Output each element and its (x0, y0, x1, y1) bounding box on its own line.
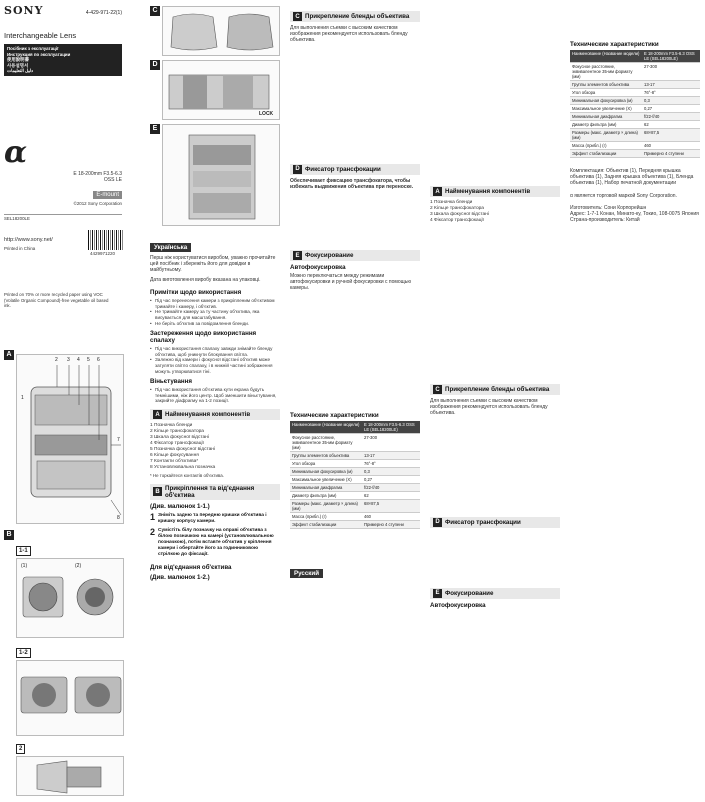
barcode-number: 4429971220 (90, 251, 116, 256)
table-cell: Масса (прибл.) (г) (290, 512, 362, 520)
part-callout-2: 2 (55, 357, 58, 363)
figure-label-a: A (4, 350, 14, 360)
table-row (570, 150, 700, 158)
step-callout-2: (2) (75, 563, 82, 569)
table-row (290, 421, 420, 434)
ru-zoomlock-heading-2: Фиксатор трансфокации (445, 518, 521, 526)
copyright: ©2012 Sony Corporation (73, 201, 122, 207)
table-cell: 460 (642, 142, 700, 150)
ua-vignetting-list (150, 387, 280, 404)
list-item: • Не тримайте камеру за ту частину об'єктива, яка висувається для масштабування. (150, 309, 280, 321)
model-code: SEL18200LE (4, 216, 30, 221)
ru-zoomlock-bar-2 (430, 517, 560, 528)
table-cell: Максимальное увеличение (X) (290, 475, 362, 483)
ru-trademark: α является торговой маркой Sony Corporation. (570, 192, 677, 199)
list-item: 3 Шкала фокусної відстані (150, 435, 209, 441)
ru-hood-text: Для выполнения съемки с высоким качеством изображения рекомендуется использовать бленду объектива. (290, 25, 408, 44)
cover-column (4, 0, 122, 752)
ua-vignetting-heading: Віньєтування (150, 377, 193, 385)
ua-parts-heading: Найменування компонентів (165, 411, 251, 419)
focus-diagram (162, 124, 280, 226)
table-row (570, 105, 700, 113)
table-cell: Фокусное расстояние, эквивалентное 35-мм формату (мм) (290, 433, 362, 451)
table-cell: Размеры (макс. диаметр × длина) (мм) (290, 499, 362, 512)
table-row (570, 142, 700, 150)
ua-attach-sub: (Див. малюнок 1-1.) (150, 502, 210, 510)
ru-focus-bar (290, 250, 420, 261)
detach-diagram (16, 660, 124, 736)
table-row (570, 97, 700, 105)
figure-label-d: D (150, 60, 160, 70)
attach-diagram (16, 558, 124, 638)
table-row (290, 512, 420, 520)
table-cell: Размеры (макс. диаметр × длина) (мм) (570, 129, 642, 142)
hood-attach-diagram (162, 6, 280, 56)
table-row (570, 89, 700, 97)
table-cell: Масса (прибл.) (г) (570, 142, 642, 150)
ru-focus-sub: Автофокусировка (290, 264, 346, 272)
ru-specs-heading-2: Технические характеристики (570, 41, 659, 48)
table-cell: 0,3 (362, 467, 420, 475)
list-item: • Під час використання об'єктива кути екрана будуть темнішими, ніж його центр. Щоб зменшити віньєтування, закрийте діафрагму на 1-2 позиції. (150, 387, 280, 404)
table-row (290, 491, 420, 499)
table-cell: Угол обзора (290, 459, 362, 467)
section-box: E (293, 251, 302, 260)
ru-zoomlock-bar (290, 164, 420, 175)
ru-parts-bar (430, 186, 560, 197)
emount-badge: E-mount (93, 191, 122, 199)
table-cell: 460 (362, 512, 420, 520)
lang-title: 使用說明書 (7, 57, 29, 63)
list-item: 6 Кільце фокусування (150, 453, 199, 459)
table-row (290, 459, 420, 467)
part-callout-3: 3 (67, 357, 70, 363)
table-row (290, 483, 420, 491)
table-cell: f/22-f/40 (642, 113, 700, 121)
table-cell: Наименование (Название модели) (570, 50, 642, 63)
part-number: 4-429-971-22(1) (85, 10, 122, 16)
table-cell: 0,3 (642, 97, 700, 105)
ru-specs-heading: Технические характеристики (290, 411, 379, 419)
language-heading-ua: Українська (150, 243, 191, 252)
ru-address: Адрес: 1-7-1 Конан, Минато-ку, Токио, 108-0075 Япония (570, 211, 699, 218)
step-callout-1: (1) (21, 563, 28, 569)
ua-parts-note: * Не торкайтеся контактів об'єктива. (150, 473, 224, 479)
list-item: • Під час використання спалаху завжди знімайте бленду об'єктива, щоб уникнути блокування світла. (150, 346, 280, 358)
table-cell: Наименование (Название модели) (290, 421, 362, 434)
table-cell: 62 (362, 491, 420, 499)
ua-step-1: 1 Зніміть задню та передню кришки об'єктива і кришку корпусу камери. (150, 513, 280, 525)
table-cell: 68×87,5 (642, 129, 700, 142)
ua-intro-2: Дата виготовлення виробу вказана на упаковці. (150, 276, 261, 283)
table-row (290, 467, 420, 475)
table-row (290, 499, 420, 512)
subfigure-2: 2 (16, 744, 25, 754)
figure-label-c: C (150, 6, 160, 16)
printed-in: Printed in China (4, 246, 36, 251)
table-cell: Минимальная диафрагма (290, 483, 362, 491)
part-callout-1: 1 (21, 395, 24, 401)
section-box: C (433, 385, 442, 394)
table-cell: Минимальная фокусировка (м) (290, 467, 362, 475)
subfigure-1-1: 1-1 (16, 546, 31, 556)
table-cell: Группы элементов объектива (290, 451, 362, 459)
figure-label-b: B (4, 530, 14, 540)
ua-notes-heading: Примітки щодо використання (150, 288, 242, 296)
table-row (290, 433, 420, 451)
ru-focus-heading: Фокусирование (305, 252, 354, 260)
ru-focus-text: Можно переключаться между режимами автофокусировки и ручной фокусировки с помощью камеры. (290, 273, 412, 292)
part-callout-8: 8 (117, 515, 120, 521)
step-text: Зніміть задню та передню кришки об'єктива і кришку корпусу камери. (158, 512, 267, 524)
table-row (570, 121, 700, 129)
table-cell: 27-300 (642, 63, 700, 81)
table-cell: 27-300 (362, 433, 420, 451)
section-box: D (293, 165, 302, 174)
list-item: 7 Контакти об'єктива* (150, 459, 199, 465)
table-row (290, 451, 420, 459)
part-callout-4: 4 (77, 357, 80, 363)
section-box: C (293, 12, 302, 21)
lang-title: 사용설명서 (7, 62, 29, 68)
ua-parts-list (150, 423, 280, 471)
ua-notes-list (150, 298, 280, 327)
list-item: 3 Шкала фокусної відстані (430, 212, 489, 217)
table-cell: f/22-f/40 (362, 483, 420, 491)
table-row (570, 63, 700, 81)
list-item: • Залежно від камери і фокусної відстані об'єктив може затуляти світло спалаху, і в нижній частині зображення можуть утворюватися тіні. (150, 357, 280, 374)
table-cell: Примерно 4 ступени (362, 520, 420, 528)
section-box: E (433, 589, 442, 598)
ru-maker: Изготовитель: Сони Корпорейшн (570, 204, 647, 211)
ru-hood-bar-2 (430, 384, 560, 395)
table-cell: Эффект стабилизации (290, 520, 362, 528)
table-cell: 62 (642, 121, 700, 129)
lens-side-view-illustration (17, 355, 125, 525)
list-item: • Не беріть об'єктив за повідомлення бленди. (150, 321, 280, 327)
product-line: Interchangeable Lens (4, 31, 77, 40)
figure-label-e: E (150, 124, 160, 134)
hood-diagram (16, 756, 124, 796)
part-callout-7: 7 (117, 437, 120, 443)
table-cell: Минимальная фокусировка (м) (570, 97, 642, 105)
table-cell: Минимальная диафрагма (570, 113, 642, 121)
ru-focus-heading-2: Фокусирование (445, 589, 494, 597)
subfigure-1-2: 1-2 (16, 648, 31, 658)
section-box: A (433, 187, 442, 196)
part-callout-5: 5 (87, 357, 90, 363)
ru-hood-text-2: Для выполнения съемки с высоким качеством изображения рекомендуется использовать бленду объектива. (430, 398, 548, 417)
ua-attach-bar (150, 484, 280, 500)
table-row (570, 50, 700, 63)
list-item: 4 Фіксатор трансфокації (150, 441, 204, 447)
table-cell: 13-17 (362, 451, 420, 459)
sony-logo: SONY (4, 4, 44, 17)
ua-attach-heading: Прикріплення та від'єднання об'єктива (165, 484, 255, 499)
list-item: 8 Установлювальна позначка (150, 465, 216, 471)
barcode (88, 230, 124, 250)
ru-included: Комплектация: Объектив (1), Передняя крышка объектива (1), Задняя крышка объектива (1), Бленда объектива (1), Набор печатной документации (570, 168, 694, 187)
ua-intro: Перш ніж користуватися виробом, уважно прочитайте цей посібник і збережіть його для довідки в майбутньому. (150, 255, 276, 274)
table-cell: Диаметр фильтра (мм) (290, 491, 362, 499)
recycled-note: Printed on 70% or more recycled paper using VOC (Volatile Organic Compound)-free vegetable oil based ink. (4, 292, 109, 309)
zoom-lock-diagram (162, 60, 280, 120)
ru-specs-table (290, 421, 420, 529)
ru-column-2 (430, 6, 560, 611)
table-cell: Угол обзора (570, 89, 642, 97)
step-text: Сумістіть білу позначку на оправі об'єктива з білою позначкою на камері (установлювальною позначкою), потім вставте об'єктив у кріплення камери і обертайте його за годинниковою стрілкою до фіксації. (158, 527, 274, 557)
table-row (570, 113, 700, 121)
table-cell: E 18-200mm F3.5-6.3 OSS LE (SEL18200LE) (642, 50, 700, 63)
list-item: 5 Позначка фокусної відстані (150, 447, 216, 453)
ru-hood-heading-2: Прикрепление бленды объектива (445, 386, 550, 393)
ua-parts-bar (150, 409, 280, 420)
lock-label: LOCK (259, 111, 274, 117)
language-heading-ru: Русский (290, 569, 323, 578)
part-callout-6: 6 (97, 357, 100, 363)
lang-title: Инструкция по эксплуатации (7, 51, 71, 57)
list-item: 1 Позначка бленди (150, 423, 193, 429)
lang-title: Посібник з експлуатації (7, 46, 59, 51)
table-cell: Фокусное расстояние, эквивалентное 35-мм формату (мм) (570, 63, 642, 81)
table-row (290, 520, 420, 528)
ru-hood-bar (290, 11, 420, 22)
table-cell: Примерно 4 ступени (642, 150, 700, 158)
ru-hood-heading: Прикрепление бленды объектива (305, 13, 410, 20)
ru-origin: Страна-производитель: Китай (570, 217, 640, 224)
table-cell: Диаметр фильтра (мм) (570, 121, 642, 129)
language-titles-block (4, 44, 122, 76)
ua-flash-list (150, 346, 280, 375)
ua-flash-heading: Застереження щодо використання спалаху (150, 329, 257, 344)
ua-step-2: 2 Сумістіть білу позначку на оправі об'єктива з білою позначкою на камері (установлювальною позначкою), потім вставте об'єктив у кріплення камери і обертайте його за годинниковою стрілкою до фіксації. (150, 528, 280, 558)
ru-parts-list (430, 200, 560, 224)
table-cell: 13-17 (642, 81, 700, 89)
table-cell: E 18-200mm F3.5-6.3 OSS LE (SEL18200LE) (362, 421, 420, 434)
list-item: • Під час перенесення камери з прикріпленим об'єктивом тримайте і камеру, і об'єктив. (150, 298, 280, 310)
table-cell: 76°-8° (642, 89, 700, 97)
ua-detach-heading: Для від'єднання об'єктива (150, 563, 232, 571)
ru-specs-table-2 (570, 50, 700, 158)
ru-column-3 (570, 38, 700, 223)
list-item: 2 Кільце трансфокатора (150, 429, 204, 435)
table-row (570, 129, 700, 142)
table-cell: 68×87,5 (362, 499, 420, 512)
alpha-logo: α (4, 134, 28, 170)
table-cell: Максимальное увеличение (X) (570, 105, 642, 113)
ru-zoomlock-text: Обеспечивает фиксацию трансфокатора, чтобы избежать выдвижения объектива при переноске. (290, 177, 414, 190)
ru-focus-sub-2: Автофокусировка (430, 601, 486, 609)
table-row (570, 81, 700, 89)
table-cell: Группы элементов объектива (570, 81, 642, 89)
table-cell: Эффект стабилизации (570, 150, 642, 158)
sony-url[interactable]: http://www.sony.net/ (4, 237, 53, 243)
table-row (290, 475, 420, 483)
ru-zoomlock-heading: Фиксатор трансфокации (305, 165, 381, 173)
section-box: D (433, 518, 442, 527)
lens-diagram-a (16, 354, 124, 524)
list-item: 4 Фіксатор трансфокації (430, 218, 484, 223)
section-box: B (153, 487, 162, 496)
lang-title: دليل التعليمات (7, 68, 33, 74)
ua-detach-sub: (Див. малюнок 1-2.) (150, 573, 210, 581)
table-cell: 0,27 (362, 475, 420, 483)
table-cell: 0,27 (642, 105, 700, 113)
list-item: 1 Позначка бленди (430, 200, 473, 205)
ru-column-1 (290, 6, 420, 581)
section-box: A (153, 410, 162, 419)
model-name: E 18-200mm F3.5-6.3 OSS LE (73, 171, 122, 183)
ru-parts-heading: Найменування компонентів (445, 188, 531, 195)
table-cell: 76°-8° (362, 459, 420, 467)
list-item: 2 Кільце трансфокатора (430, 206, 484, 211)
ru-focus-bar-2 (430, 588, 560, 599)
